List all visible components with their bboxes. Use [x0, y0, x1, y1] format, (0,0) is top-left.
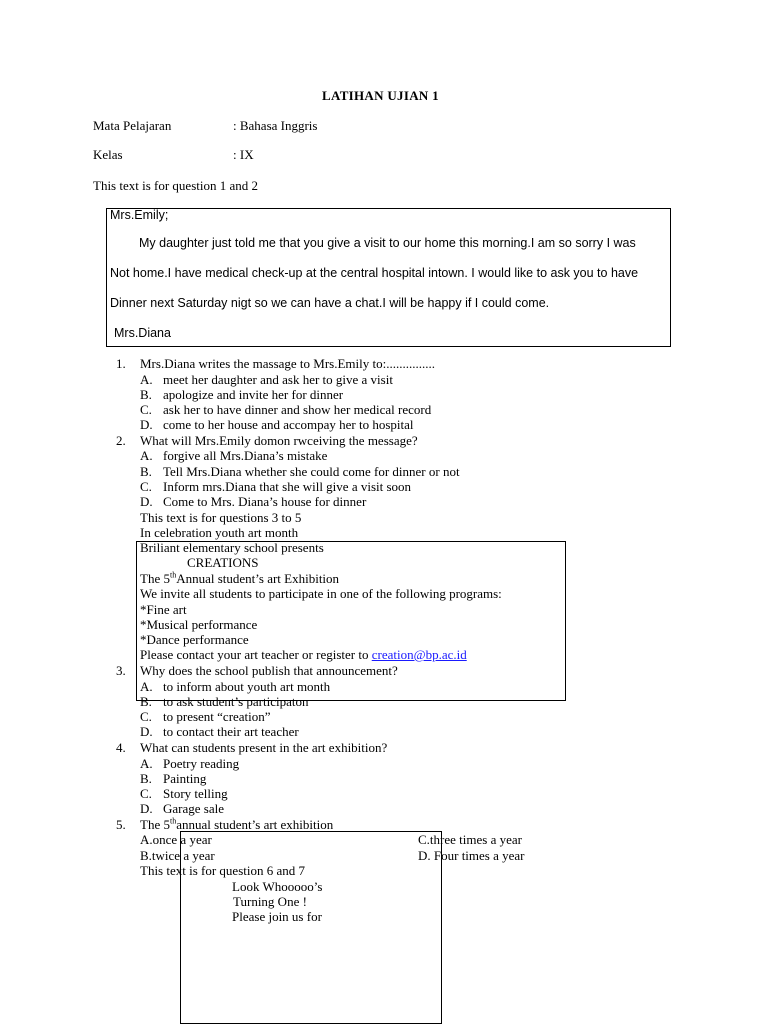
q1-option-a-text: meet her daughter and ask her to give a visit: [163, 372, 393, 387]
invitation-line-3: Please join us for: [232, 909, 322, 924]
email-link[interactable]: creation@bp.ac.id: [371, 647, 467, 662]
letter-line-1: My daughter just told me that you give a visit to our home this morning.I am so sorry I was: [139, 236, 636, 250]
question-2-text: What will Mrs.Emily domon rwceiving the message?: [140, 433, 418, 448]
question-2-number: 2.: [116, 433, 126, 448]
page-title: LATIHAN UJIAN 1: [322, 88, 439, 103]
q5-option-d: D. Four times a year: [418, 848, 525, 863]
q4-option-d-text: Garage sale: [163, 801, 224, 816]
q3-option-b-letter: B.: [140, 694, 152, 709]
q2-option-a-text: forgive all Mrs.Diana’s mistake: [163, 448, 328, 463]
q2-option-d-letter: D.: [140, 494, 153, 509]
q5-option-a: A.once a year: [140, 832, 212, 847]
q1-option-d-letter: D.: [140, 417, 153, 432]
question-3-text: Why does the school publish that announcement?: [140, 663, 398, 678]
q2-option-b-letter: B.: [140, 464, 152, 479]
letter-line-2: Not home.I have medical check-up at the central hospital intown. I would like to ask you to have: [110, 266, 639, 280]
q2-option-c-letter: C.: [140, 479, 152, 494]
q2-option-c-text: Inform mrs.Diana that she will give a visit soon: [163, 479, 412, 494]
q4-option-b-letter: B.: [140, 771, 152, 786]
q3-option-a-text: to inform about youth art month: [163, 679, 331, 694]
subject-value: : Bahasa Inggris: [233, 118, 318, 133]
announcement-title: CREATIONS: [187, 555, 259, 570]
celebration-text: In celebration youth art month: [140, 525, 299, 540]
intro-question-3-5: This text is for questions 3 to 5: [140, 510, 302, 525]
question-5-number: 5.: [116, 817, 126, 832]
class-value: : IX: [233, 147, 254, 162]
q3-option-c-letter: C.: [140, 709, 152, 724]
intro-question-6-7: This text is for question 6 and 7: [140, 863, 306, 878]
q3-option-d-letter: D.: [140, 724, 153, 739]
program-dance: *Dance performance: [140, 632, 249, 647]
q4-option-a-letter: A.: [140, 756, 153, 771]
invitation-box: [180, 831, 442, 1024]
q1-option-c-text: ask her to have dinner and show her medical record: [163, 402, 432, 417]
q3-option-a-letter: A.: [140, 679, 153, 694]
q3-option-b-text: to ask student’s participaton: [163, 694, 309, 709]
q4-option-c-letter: C.: [140, 786, 152, 801]
q1-option-b-letter: B.: [140, 387, 152, 402]
announcement-line-4: We invite all students to participate in one of the following programs:: [140, 586, 502, 601]
q4-option-c-text: Story telling: [163, 786, 228, 801]
letter-line-3: Dinner next Saturday nigt so we can have a chat.I will be happy if I could come.: [110, 296, 550, 310]
subject-label: Mata Pelajaran: [93, 118, 172, 133]
q2-option-a-letter: A.: [140, 448, 153, 463]
q4-option-b-text: Painting: [163, 771, 207, 786]
letter-signature: Mrs.Diana: [114, 326, 171, 340]
q2-option-b-text: Tell Mrs.Diana whether she could come for dinner or not: [163, 464, 460, 479]
program-fine-art: *Fine art: [140, 602, 187, 617]
announcement-line-3: The 5thAnnual student’s art Exhibition: [140, 570, 340, 586]
question-5-text: The 5thannual student’s art exhibition: [140, 816, 334, 832]
q3-option-c-text: to present “creation”: [163, 709, 271, 724]
question-4-text: What can students present in the art exhibition?: [140, 740, 388, 755]
q4-option-d-letter: D.: [140, 801, 153, 816]
invitation-line-1: Look Whooooo’s: [232, 879, 323, 894]
q5-option-c: C.three times a year: [418, 832, 522, 847]
letter-greeting: Mrs.Emily;: [110, 208, 169, 222]
announcement-line-1: Briliant elementary school presents: [140, 540, 324, 555]
q1-option-c-letter: C.: [140, 402, 152, 417]
q1-option-d-text: come to her house and accompay her to hospital: [163, 417, 414, 432]
q1-option-a-letter: A.: [140, 372, 153, 387]
class-label: Kelas: [93, 147, 123, 162]
q5-option-b: B.twice a year: [140, 848, 215, 863]
q1-option-b-text: apologize and invite her for dinner: [163, 387, 344, 402]
intro-question-1-2: This text is for question 1 and 2: [93, 178, 259, 193]
announcement-contact: Please contact your art teacher or register to creation@bp.ac.id: [140, 647, 467, 662]
q3-option-d-text: to contact their art teacher: [163, 724, 299, 739]
program-musical: *Musical performance: [140, 617, 258, 632]
question-3-number: 3.: [116, 663, 126, 678]
question-1-number: 1.: [116, 356, 126, 371]
question-1-text: Mrs.Diana writes the massage to Mrs.Emily to:...............: [140, 356, 435, 371]
q4-option-a-text: Poetry reading: [163, 756, 240, 771]
q2-option-d-text: Come to Mrs. Diana’s house for dinner: [163, 494, 367, 509]
invitation-line-2: Turning One !: [233, 894, 307, 909]
question-4-number: 4.: [116, 740, 126, 755]
